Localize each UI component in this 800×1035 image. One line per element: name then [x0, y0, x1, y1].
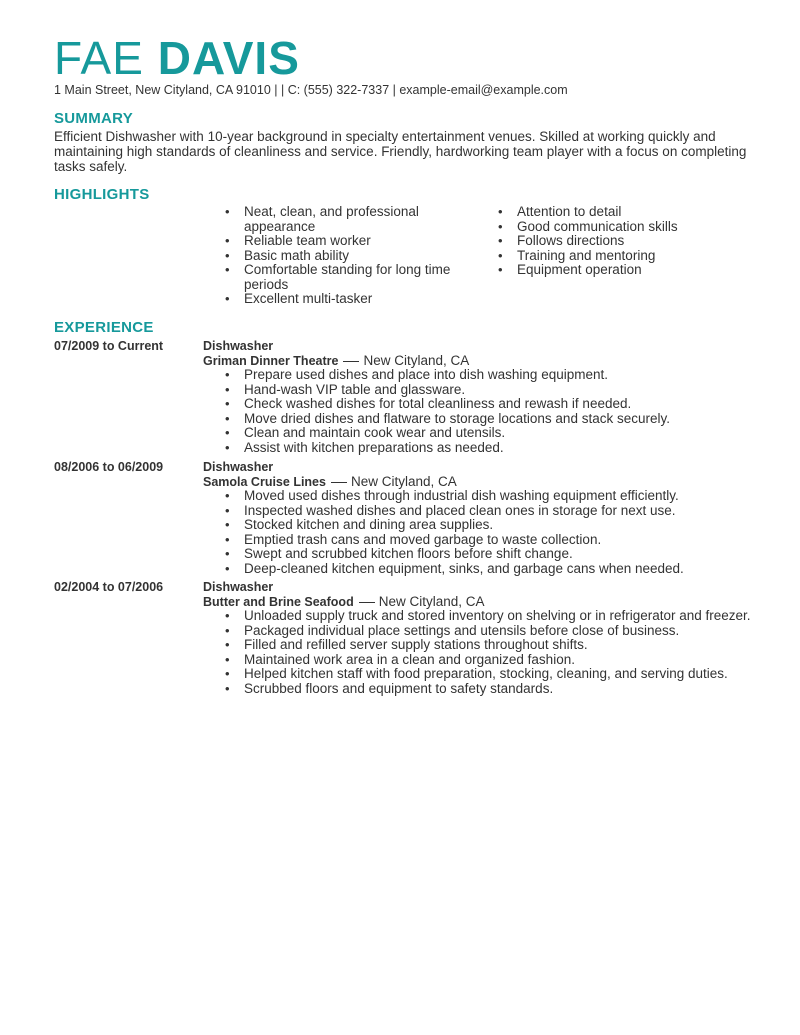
list-item: • Equipment operation [517, 263, 757, 278]
summary-text: Efficient Dishwasher with 10-year background in specialty entertainment venues. Skilled at working quickly and maintaining high standards of cleanliness and service. Friendly, hardworking team player with a focus on completing tasks safely. [54, 129, 747, 174]
candidate-name [54, 34, 300, 82]
job-company-line [203, 474, 457, 489]
list-item: • Reliable team worker [244, 234, 454, 249]
list-item: • Excellent multi-tasker [244, 292, 454, 307]
list-item: • Unloaded supply truck and stored inventory on shelving or in refrigerator and freezer. [244, 609, 764, 624]
last-name: DAVIS [157, 32, 300, 84]
list-item: • Good communication skills [517, 220, 757, 235]
job-location: New Cityland, CA [378, 594, 485, 609]
first-name: FAE [54, 32, 144, 84]
list-item: • Moved used dishes through industrial dish washing equipment efficiently. [244, 489, 764, 504]
list-item: • Emptied trash cans and moved garbage to waste collection. [244, 533, 764, 548]
dash-separator [359, 602, 375, 603]
list-item: • Check washed dishes for total cleanliness and rewash if needed. [244, 397, 764, 412]
highlights-heading: HIGHLIGHTS [54, 186, 150, 203]
job-company: Samola Cruise Lines [203, 475, 326, 489]
list-item: • Clean and maintain cook wear and utensils. [244, 426, 764, 441]
experience-heading: EXPERIENCE [54, 319, 154, 336]
job-title: Dishwasher [203, 460, 274, 474]
job-duties [244, 489, 764, 576]
list-item: • Basic math ability [244, 249, 454, 264]
list-item: • Maintained work area in a clean and organized fashion. [244, 653, 764, 668]
list-item: • Swept and scrubbed kitchen floors before shift change. [244, 547, 764, 562]
list-item: • Neat, clean, and professional appearance [244, 205, 454, 234]
list-item: • Filled and refilled server supply stations throughout shifts. [244, 638, 764, 653]
job-duties [244, 368, 764, 455]
job-duties [244, 609, 764, 696]
list-item: • Deep-cleaned kitchen equipment, sinks, and garbage cans when needed. [244, 562, 764, 577]
dash-separator [331, 482, 347, 483]
job-dates: 08/2006 to 06/2009 [54, 460, 164, 474]
list-item: • Helped kitchen staff with food preparation, stocking, cleaning, and serving duties. [244, 667, 764, 682]
job-location: New Cityland, CA [350, 474, 457, 489]
highlights-left-list [244, 205, 454, 307]
job-company: Griman Dinner Theatre [203, 354, 339, 368]
list-item: • Scrubbed floors and equipment to safety standards. [244, 682, 764, 697]
list-item: • Inspected washed dishes and placed clean ones in storage for next use. [244, 504, 764, 519]
highlights-right-list [517, 205, 757, 278]
contact-info: 1 Main Street, New Cityland, CA 91010 | | C: (555) 322-7337 | example-email@example.com [54, 83, 568, 97]
list-item: • Follows directions [517, 234, 757, 249]
summary-heading: SUMMARY [54, 110, 134, 127]
job-company-line [203, 594, 485, 609]
job-title: Dishwasher [203, 580, 274, 594]
list-item: • Stocked kitchen and dining area supplies. [244, 518, 764, 533]
list-item: • Prepare used dishes and place into dish washing equipment. [244, 368, 764, 383]
job-company: Butter and Brine Seafood [203, 595, 354, 609]
job-dates: 07/2009 to Current [54, 339, 164, 353]
job-title: Dishwasher [203, 339, 274, 353]
dash-separator [343, 361, 359, 362]
list-item: • Hand-wash VIP table and glassware. [244, 383, 764, 398]
list-item: • Move dried dishes and flatware to storage locations and stack securely. [244, 412, 764, 427]
job-dates: 02/2004 to 07/2006 [54, 580, 164, 594]
job-location: New Cityland, CA [363, 353, 470, 368]
list-item: • Attention to detail [517, 205, 757, 220]
list-item: • Training and mentoring [517, 249, 757, 264]
job-company-line [203, 353, 469, 368]
list-item: • Comfortable standing for long time periods [244, 263, 454, 292]
list-item: • Packaged individual place settings and utensils before close of business. [244, 624, 764, 639]
list-item: • Assist with kitchen preparations as needed. [244, 441, 764, 456]
